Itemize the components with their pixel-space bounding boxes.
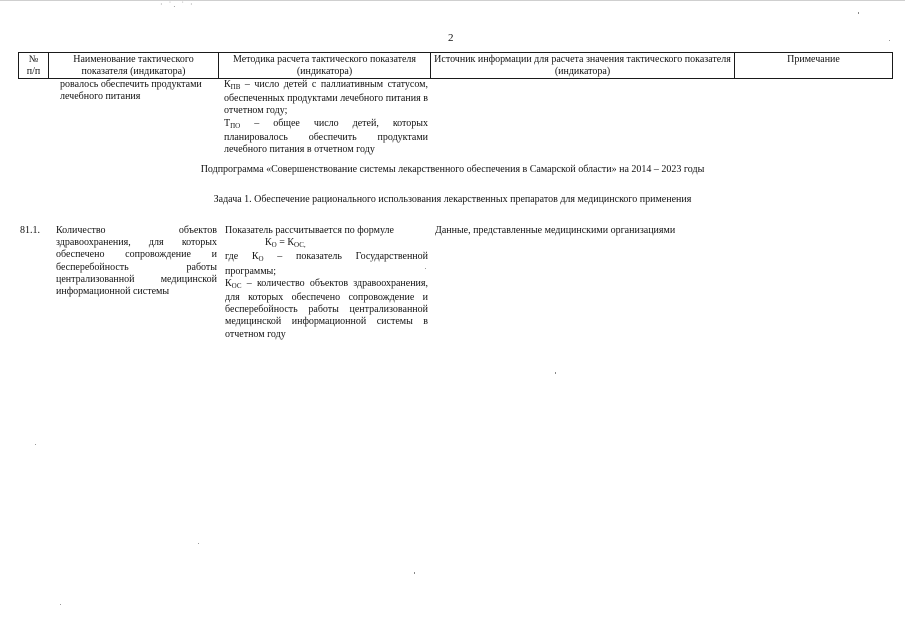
header-information-source: Источник информации для расчета значения тактического показателя (индикатора)	[431, 53, 735, 79]
header-indicator-name: Наименование тактического показателя (индикатора)	[49, 53, 219, 79]
formula	[225, 237, 428, 251]
formula-k-subscript: О	[271, 241, 277, 250]
continued-indicator-name	[60, 79, 220, 103]
method-koc-definition	[225, 278, 428, 341]
row-number: 81.1.	[20, 225, 40, 236]
formula-equals: = К	[276, 237, 295, 249]
scan-speck	[60, 604, 61, 605]
method-where-definition	[225, 251, 428, 277]
scan-speck	[889, 40, 890, 41]
scan-speck	[858, 12, 859, 14]
header-note: Примечание	[735, 53, 893, 79]
formula-k: К	[265, 237, 272, 249]
scan-top-edge	[0, 0, 905, 1]
kpv-symbol: К	[224, 79, 231, 90]
tpo-subscript: ПО	[230, 121, 241, 130]
header-calculation-method: Методика расчета тактического показателя (индикатора)	[219, 53, 431, 79]
where-text: где К	[225, 251, 259, 263]
continued-indicator-name-text: ровалось обеспечить продуктами лечебного питания	[60, 79, 202, 103]
tpo-symbol: Т	[224, 117, 231, 129]
method-kpv-definition	[224, 79, 428, 118]
subprogram-title: Подпрограмма «Совершенствование системы лекарственного обеспечения в Самарской области» на 2014 – 2023 годы	[200, 164, 705, 175]
scan-speck	[555, 372, 556, 374]
page-number: 2	[448, 32, 454, 44]
koc-symbol: К	[225, 277, 232, 289]
tpo-text: – общее число детей, которых планировалось обеспечить продуктами лечебного питания в отчетном году	[224, 117, 428, 156]
method-tpo-definition	[224, 118, 428, 157]
method-intro: Показатель рассчитывается по формуле	[225, 225, 394, 236]
kpv-text: – число детей с паллиативным статусом, обеспеченных продуктами лечебного питания в отчетном году;	[224, 79, 428, 117]
koc-text: – количество объектов здравоохранения, для которых обеспечено сопровождение и бесперебойность работы централизованной медицинской информационной системы в отчетном году	[225, 277, 428, 340]
where-subscript: О	[258, 255, 264, 264]
row-information-source: Данные, представленные медицинскими организациями	[435, 225, 676, 236]
row-indicator-name: Количество объектов здравоохранения, для которых обеспечено сопровождение и бесперебойность работы централизованной медицинской информационной системы	[56, 225, 217, 298]
scan-speck	[425, 268, 426, 269]
formula-koc-subscript: ОС,	[294, 241, 306, 250]
scan-speck	[198, 543, 199, 544]
scan-speck	[414, 572, 415, 574]
scan-speck	[35, 444, 36, 445]
continued-method	[224, 79, 428, 156]
where-definition-text: – показатель Государственной программы;	[225, 251, 428, 277]
indicator-table-header	[18, 52, 893, 79]
row-calculation-method	[225, 225, 428, 341]
header-row	[19, 53, 893, 79]
task-title: Задача 1. Обеспечение рационального использования лекарственных препаратов для медицинского применения	[213, 194, 692, 205]
scan-artifact-mark: · ˙. ˙ ·	[160, 0, 195, 9]
header-number: № п/п	[19, 53, 49, 79]
kpv-subscript: ПВ	[230, 83, 241, 91]
koc-subscript: ОС	[231, 281, 242, 290]
